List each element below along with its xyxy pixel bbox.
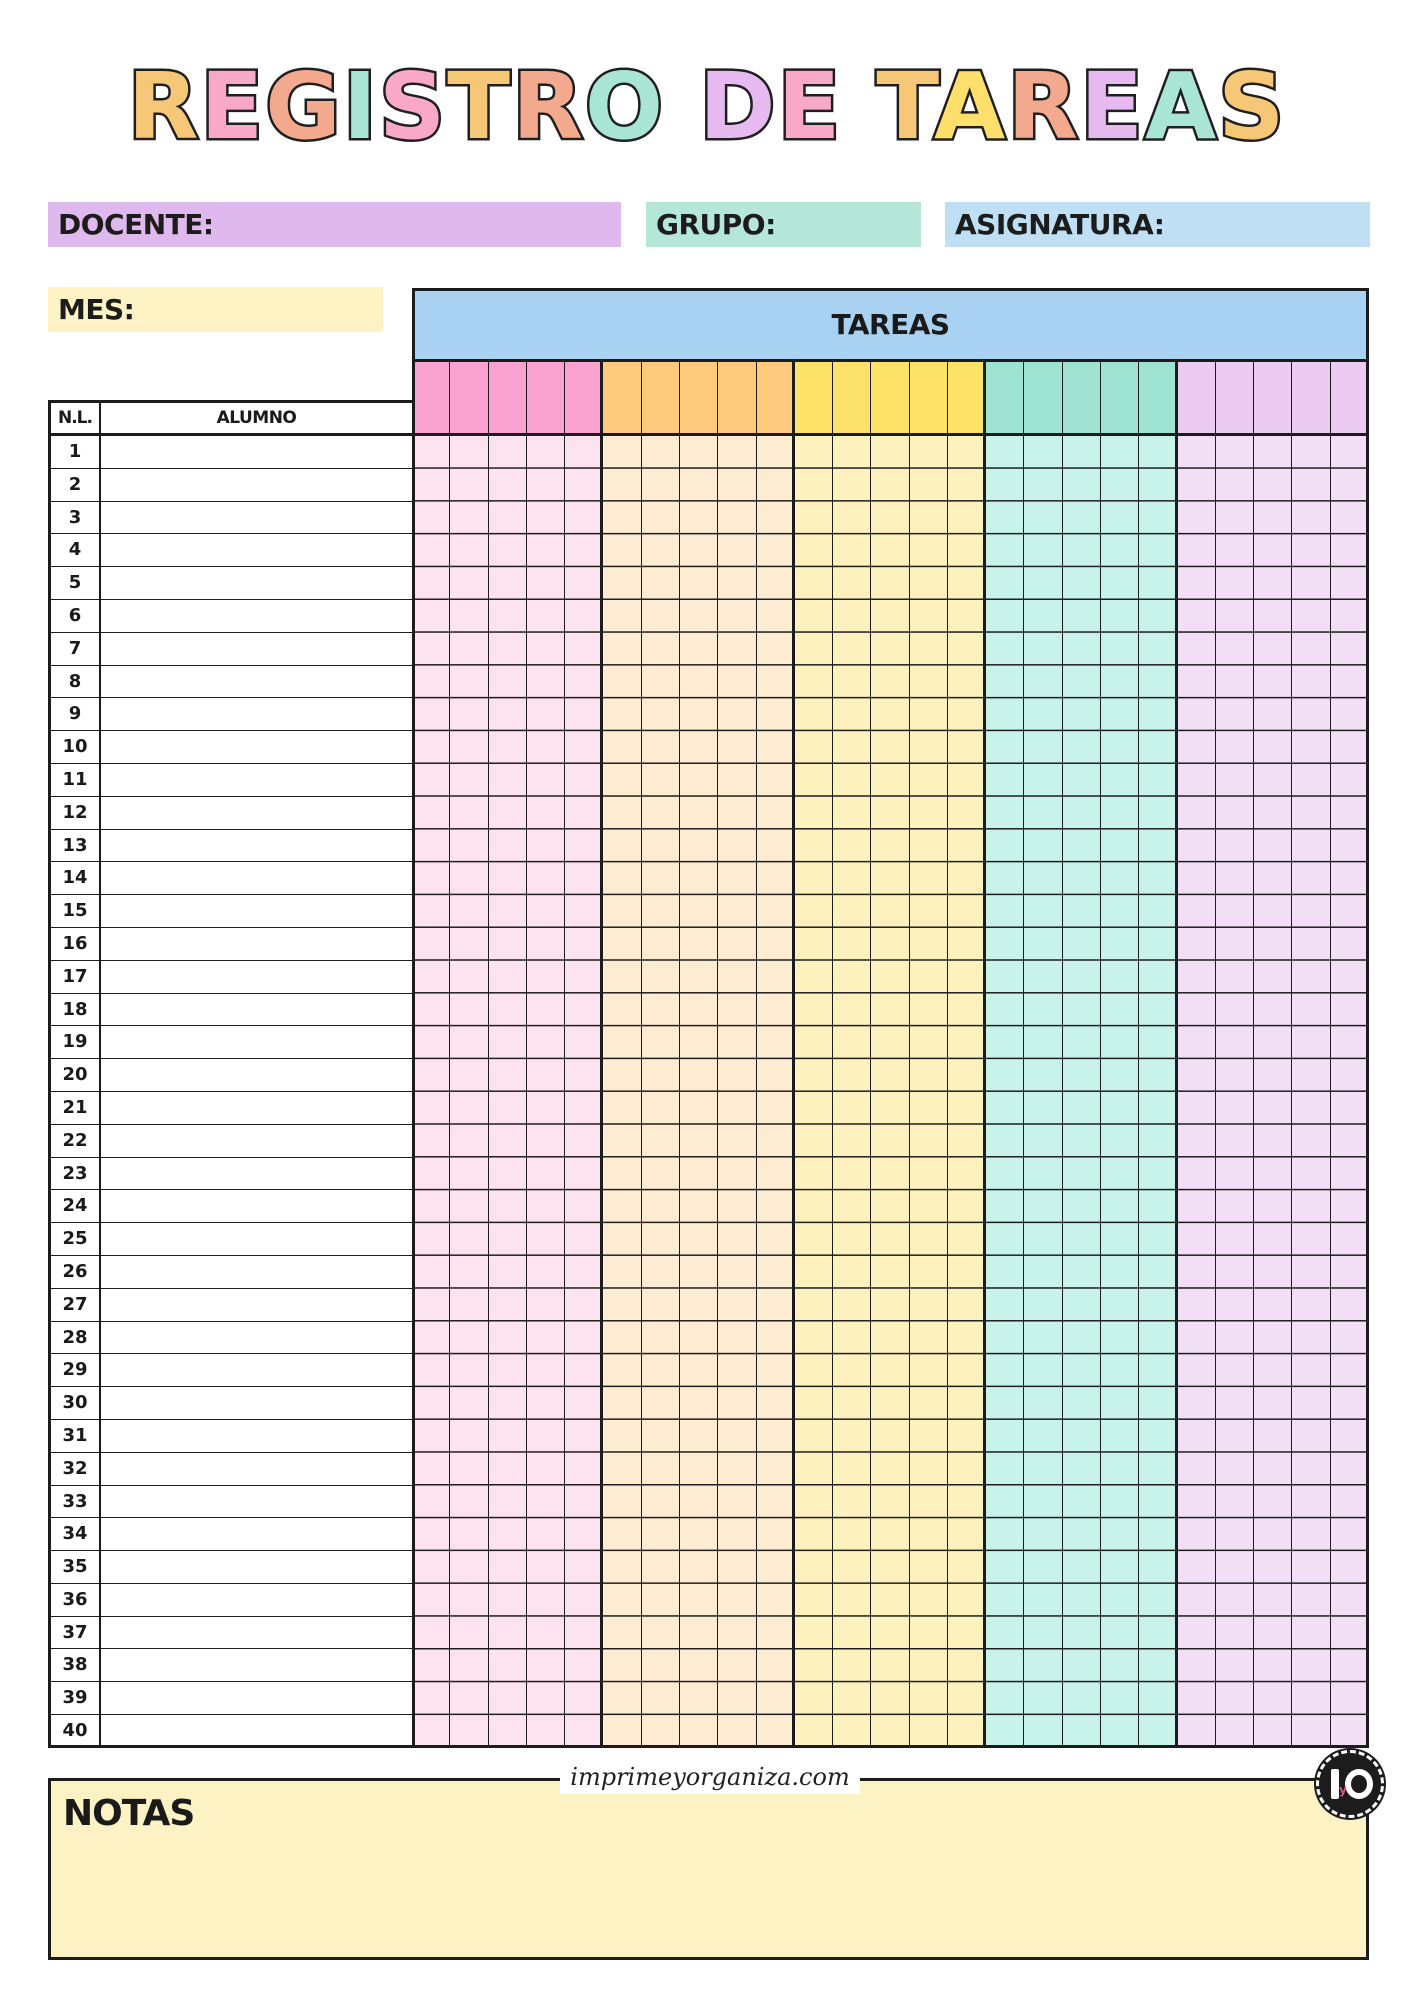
task-column[interactable] <box>757 362 795 1748</box>
task-column-header[interactable] <box>718 362 756 436</box>
task-column[interactable] <box>450 362 488 1748</box>
task-column[interactable] <box>1063 362 1101 1748</box>
task-column-cells[interactable] <box>1292 436 1330 1748</box>
task-column-header[interactable] <box>565 362 603 436</box>
task-column-cells[interactable] <box>565 436 603 1748</box>
row-number: 21 <box>51 1092 101 1124</box>
row-number: 8 <box>51 666 101 698</box>
row-number: 24 <box>51 1190 101 1222</box>
notas-box[interactable] <box>48 1778 1369 1960</box>
table-row <box>51 1223 412 1256</box>
row-number: 40 <box>51 1715 101 1748</box>
student-name-cell[interactable] <box>101 1649 412 1681</box>
student-name-cell[interactable] <box>101 1518 412 1550</box>
student-name-cell[interactable] <box>101 633 412 665</box>
task-column-header[interactable] <box>527 362 565 436</box>
student-name-cell[interactable] <box>101 1223 412 1255</box>
row-number: 37 <box>51 1617 101 1649</box>
logo-letter: y <box>1339 1783 1347 1797</box>
row-number: 34 <box>51 1518 101 1550</box>
task-column-header[interactable] <box>910 362 948 436</box>
row-number: 6 <box>51 600 101 632</box>
task-column[interactable] <box>603 362 641 1748</box>
row-number: 36 <box>51 1584 101 1616</box>
table-row <box>51 436 412 469</box>
row-number: 18 <box>51 994 101 1026</box>
task-column[interactable] <box>833 362 871 1748</box>
table-row <box>51 600 412 633</box>
table-row <box>51 1682 412 1715</box>
task-column[interactable] <box>1292 362 1330 1748</box>
student-name-cell[interactable] <box>101 1256 412 1288</box>
task-column-header[interactable] <box>1216 362 1254 436</box>
student-name-cell[interactable] <box>101 1617 412 1649</box>
table-row <box>51 1322 412 1355</box>
table-row <box>51 633 412 666</box>
task-column[interactable] <box>1178 362 1216 1748</box>
table-row <box>51 1289 412 1322</box>
student-name-cell[interactable] <box>101 1584 412 1616</box>
student-name-cell[interactable] <box>101 1026 412 1058</box>
row-number: 30 <box>51 1387 101 1419</box>
row-number: 7 <box>51 633 101 665</box>
task-column-cells[interactable] <box>680 436 718 1748</box>
row-number: 5 <box>51 567 101 599</box>
row-number: 4 <box>51 534 101 566</box>
row-number: 26 <box>51 1256 101 1288</box>
student-name-cell[interactable] <box>101 862 412 894</box>
task-column-cells[interactable] <box>450 436 488 1748</box>
table-row <box>51 797 412 830</box>
task-column[interactable] <box>642 362 680 1748</box>
task-column[interactable] <box>718 362 756 1748</box>
row-number: 3 <box>51 502 101 534</box>
task-column[interactable] <box>1101 362 1139 1748</box>
task-column-header[interactable] <box>412 362 450 436</box>
student-rows <box>51 436 412 1748</box>
table-row <box>51 895 412 928</box>
student-name-cell[interactable] <box>101 567 412 599</box>
task-column-cells[interactable] <box>757 436 795 1748</box>
task-column[interactable] <box>1254 362 1292 1748</box>
task-column-header[interactable] <box>1063 362 1101 436</box>
row-number: 11 <box>51 764 101 796</box>
task-column-header[interactable] <box>1139 362 1177 436</box>
task-column-cells[interactable] <box>795 436 833 1748</box>
task-column-cells[interactable] <box>948 436 986 1748</box>
table-row <box>51 928 412 961</box>
table-row <box>51 1420 412 1453</box>
student-name-cell[interactable] <box>101 600 412 632</box>
task-column-cells[interactable] <box>1331 436 1369 1748</box>
io-logo-icon <box>1316 1750 1384 1818</box>
row-number: 17 <box>51 961 101 993</box>
row-number: 38 <box>51 1649 101 1681</box>
task-column-cells[interactable] <box>1063 436 1101 1748</box>
task-column-header[interactable] <box>680 362 718 436</box>
task-grid[interactable] <box>412 362 1369 1748</box>
student-name-cell[interactable] <box>101 797 412 829</box>
task-column-header[interactable] <box>948 362 986 436</box>
task-column-header[interactable] <box>1254 362 1292 436</box>
docente-field[interactable]: DOCENTE: <box>48 202 621 247</box>
row-number: 9 <box>51 698 101 730</box>
task-column-header[interactable] <box>1292 362 1330 436</box>
student-name-cell[interactable] <box>101 994 412 1026</box>
task-column-cells[interactable] <box>1216 436 1254 1748</box>
task-column-cells[interactable] <box>910 436 948 1748</box>
table-row <box>51 994 412 1027</box>
task-column-header[interactable] <box>489 362 527 436</box>
student-name-cell[interactable] <box>101 731 412 763</box>
student-table <box>48 400 412 1748</box>
row-number: 12 <box>51 797 101 829</box>
task-column-cells[interactable] <box>986 436 1024 1748</box>
task-column-header[interactable] <box>642 362 680 436</box>
row-number: 35 <box>51 1551 101 1583</box>
table-row <box>51 1715 412 1748</box>
table-row <box>51 502 412 535</box>
student-name-cell[interactable] <box>101 764 412 796</box>
table-row <box>51 1617 412 1650</box>
task-column[interactable] <box>1024 362 1062 1748</box>
table-row <box>51 1486 412 1519</box>
task-column-cells[interactable] <box>412 436 450 1748</box>
task-column-cells[interactable] <box>1254 436 1292 1748</box>
table-row <box>51 731 412 764</box>
table-row <box>51 1256 412 1289</box>
table-row <box>51 1026 412 1059</box>
student-name-cell[interactable] <box>101 534 412 566</box>
task-column-header[interactable] <box>795 362 833 436</box>
task-column-cells[interactable] <box>1178 436 1216 1748</box>
task-column[interactable] <box>986 362 1024 1748</box>
student-name-cell[interactable] <box>101 1158 412 1190</box>
column-header-alumno: ALUMNO <box>216 408 297 428</box>
notas-label: NOTAS <box>63 1793 195 1834</box>
task-column-cells[interactable] <box>1139 436 1177 1748</box>
table-row <box>51 698 412 731</box>
task-column-header[interactable] <box>833 362 871 436</box>
task-column-cells[interactable] <box>718 436 756 1748</box>
row-number: 19 <box>51 1026 101 1058</box>
student-table-header <box>51 403 412 436</box>
student-name-cell[interactable] <box>101 961 412 993</box>
task-column-cells[interactable] <box>1024 436 1062 1748</box>
student-name-cell[interactable] <box>101 1551 412 1583</box>
table-row <box>51 1584 412 1617</box>
student-name-cell[interactable] <box>101 1092 412 1124</box>
table-row <box>51 961 412 994</box>
row-number: 25 <box>51 1223 101 1255</box>
student-name-cell[interactable] <box>101 698 412 730</box>
task-column-cells[interactable] <box>603 436 641 1748</box>
page-title: REGISTRO DE TAREAS <box>127 53 1287 160</box>
row-number: 1 <box>51 436 101 468</box>
table-row <box>51 1092 412 1125</box>
student-name-cell[interactable] <box>101 666 412 698</box>
table-row <box>51 1125 412 1158</box>
table-row <box>51 1158 412 1191</box>
mes-field[interactable]: MES: <box>48 287 383 332</box>
tareas-header: TAREAS <box>412 288 1369 362</box>
student-name-cell[interactable] <box>101 1125 412 1157</box>
row-number: 29 <box>51 1354 101 1386</box>
task-column-header[interactable] <box>986 362 1024 436</box>
task-column-cells[interactable] <box>642 436 680 1748</box>
row-number: 15 <box>51 895 101 927</box>
row-number: 2 <box>51 469 101 501</box>
column-header-nl: N.L. <box>51 403 101 433</box>
task-column[interactable] <box>565 362 603 1748</box>
task-column[interactable] <box>795 362 833 1748</box>
row-number: 33 <box>51 1486 101 1518</box>
task-column[interactable] <box>489 362 527 1748</box>
grupo-field[interactable]: GRUPO: <box>646 202 921 247</box>
table-row <box>51 1387 412 1420</box>
task-column-cells[interactable] <box>527 436 565 1748</box>
student-name-cell[interactable] <box>101 1453 412 1485</box>
student-name-cell[interactable] <box>101 1354 412 1386</box>
student-name-cell[interactable] <box>101 1190 412 1222</box>
student-name-cell[interactable] <box>101 1715 412 1748</box>
task-column[interactable] <box>680 362 718 1748</box>
table-row <box>51 1354 412 1387</box>
table-row <box>51 1190 412 1223</box>
task-column[interactable] <box>910 362 948 1748</box>
row-number: 39 <box>51 1682 101 1714</box>
task-column-cells[interactable] <box>489 436 527 1748</box>
student-name-cell[interactable] <box>101 1420 412 1452</box>
row-number: 31 <box>51 1420 101 1452</box>
table-row <box>51 764 412 797</box>
row-number: 16 <box>51 928 101 960</box>
task-column[interactable] <box>1139 362 1177 1748</box>
student-name-cell[interactable] <box>101 830 412 862</box>
row-number: 32 <box>51 1453 101 1485</box>
student-name-cell[interactable] <box>101 1322 412 1354</box>
task-column[interactable] <box>527 362 565 1748</box>
asignatura-field[interactable]: ASIGNATURA: <box>945 202 1370 247</box>
task-column-header[interactable] <box>1178 362 1216 436</box>
row-number: 10 <box>51 731 101 763</box>
student-name-cell[interactable] <box>101 1289 412 1321</box>
task-column-cells[interactable] <box>1101 436 1139 1748</box>
row-number: 28 <box>51 1322 101 1354</box>
student-name-cell[interactable] <box>101 1486 412 1518</box>
student-name-cell[interactable] <box>101 1682 412 1714</box>
task-column-header[interactable] <box>1101 362 1139 436</box>
student-name-cell[interactable] <box>101 436 412 468</box>
task-column-header[interactable] <box>603 362 641 436</box>
table-row <box>51 1649 412 1682</box>
task-column-cells[interactable] <box>871 436 909 1748</box>
row-number: 23 <box>51 1158 101 1190</box>
table-row <box>51 1518 412 1551</box>
task-column[interactable] <box>871 362 909 1748</box>
row-number: 27 <box>51 1289 101 1321</box>
task-column-header[interactable] <box>1024 362 1062 436</box>
table-row <box>51 862 412 895</box>
student-name-cell[interactable] <box>101 469 412 501</box>
student-name-cell[interactable] <box>101 895 412 927</box>
task-column-cells[interactable] <box>833 436 871 1748</box>
row-number: 20 <box>51 1059 101 1091</box>
student-name-cell[interactable] <box>101 928 412 960</box>
student-name-cell[interactable] <box>101 1059 412 1091</box>
task-column-header[interactable] <box>450 362 488 436</box>
student-name-cell[interactable] <box>101 502 412 534</box>
task-column[interactable] <box>948 362 986 1748</box>
student-name-cell[interactable] <box>101 1387 412 1419</box>
task-column-header[interactable] <box>757 362 795 436</box>
table-row <box>51 567 412 600</box>
table-row <box>51 469 412 502</box>
row-number: 13 <box>51 830 101 862</box>
task-column-header[interactable] <box>871 362 909 436</box>
task-column[interactable] <box>1331 362 1369 1748</box>
row-number: 22 <box>51 1125 101 1157</box>
table-row <box>51 1453 412 1486</box>
task-column[interactable] <box>1216 362 1254 1748</box>
table-row <box>51 666 412 699</box>
table-row <box>51 1059 412 1092</box>
table-row <box>51 1551 412 1584</box>
website-text: imprimeyorganiza.com <box>560 1760 860 1794</box>
task-column[interactable] <box>412 362 450 1748</box>
table-row <box>51 534 412 567</box>
row-number: 14 <box>51 862 101 894</box>
table-row <box>51 830 412 863</box>
task-column-header[interactable] <box>1331 362 1369 436</box>
